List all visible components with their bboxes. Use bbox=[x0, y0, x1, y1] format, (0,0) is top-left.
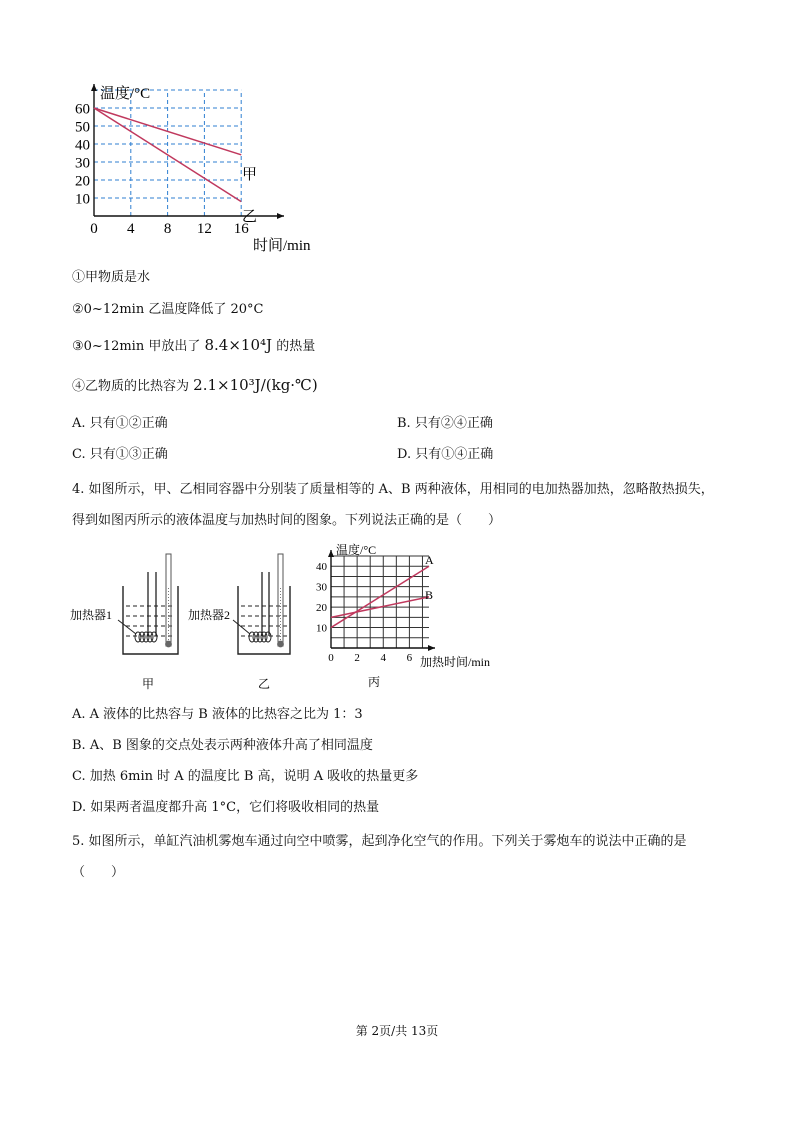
y-axis-label: 温度/°C bbox=[100, 86, 151, 102]
page-footer: 第 2页/共 13页 bbox=[355, 1024, 439, 1038]
y-tick-label: 10 bbox=[75, 191, 90, 208]
chart-grid bbox=[331, 556, 429, 648]
series-label-jia: 甲 bbox=[242, 167, 258, 183]
q3-option-4-text: ④乙物质的比热容为 bbox=[72, 379, 190, 394]
heating-chart bbox=[310, 540, 510, 690]
series-label-a: A bbox=[425, 553, 434, 567]
x-tick-label: 0 bbox=[90, 221, 98, 237]
chart-axes bbox=[91, 84, 284, 219]
q3-option-4 bbox=[72, 375, 318, 397]
q3-option-3 bbox=[72, 335, 315, 357]
y-tick-label: 40 bbox=[316, 561, 327, 574]
x-tick-label: 4 bbox=[127, 221, 135, 237]
y-tick-label: 20 bbox=[75, 173, 90, 190]
q3-option-2: ②0~12min 乙温度降低了 20°C bbox=[72, 302, 264, 317]
x-axis-label: 加热时间/min bbox=[420, 655, 491, 669]
q3-option-4-formula: 2.1×10³J/(kg·℃) bbox=[193, 376, 318, 394]
heater-coil-2 bbox=[249, 632, 271, 642]
q4-stem: 4. 如图所示，甲、乙相同容器中分别装了质量相等的 A、B 两种液体，用相同的电加热器加热，忽略散热损失，得到如图丙所示的液体温度与加热时间的图象。下列说法正确的是（ ） bbox=[72, 482, 714, 528]
beaker-1 bbox=[118, 554, 178, 654]
q4-choice-d[interactable]: D. 如果两者温度都升高 1°C，它们将吸收相同的热量 bbox=[72, 800, 380, 815]
x-axis-arrow bbox=[428, 645, 435, 651]
q3-choice-a[interactable]: A. 只有①②正确 bbox=[72, 416, 168, 431]
caption-yi: 乙 bbox=[258, 677, 271, 691]
y-axis-arrow bbox=[328, 550, 334, 557]
x-tick-label: 0 bbox=[328, 652, 334, 664]
caption-bing: 丙 bbox=[368, 675, 381, 689]
caption-jia: 甲 bbox=[142, 677, 155, 691]
series-label-yi: 乙 bbox=[242, 209, 258, 225]
series-label-b: B bbox=[425, 588, 434, 602]
q3-choice-b[interactable]: B. 只有②④正确 bbox=[397, 416, 493, 431]
x-tick-label: 12 bbox=[196, 221, 212, 237]
q3-choice-d[interactable]: D. 只有①④正确 bbox=[397, 447, 494, 462]
q4-choice-c[interactable]: C. 加热 6min 时 A 的温度比 B 高，说明 A 吸收的热量更多 bbox=[72, 769, 419, 784]
y-tick-label: 60 bbox=[75, 101, 90, 118]
y-axis-label: 温度/°C bbox=[336, 543, 377, 557]
chart-grid bbox=[94, 90, 241, 216]
y-axis-arrow bbox=[91, 84, 97, 91]
cooling-chart bbox=[60, 78, 350, 258]
x-tick-label: 6 bbox=[406, 652, 413, 664]
q3-option-3-suffix: 的热量 bbox=[276, 339, 316, 354]
x-tick-label: 8 bbox=[163, 221, 172, 237]
heater-coil-1 bbox=[135, 632, 157, 642]
y-tick-label: 10 bbox=[316, 622, 327, 635]
q3-choice-c[interactable]: C. 只有①③正确 bbox=[72, 447, 168, 462]
y-tick-label: 20 bbox=[316, 601, 327, 614]
q4-choice-b[interactable]: B. A、B 图象的交点处表示两种液体升高了相同温度 bbox=[72, 738, 373, 753]
x-tick-label: 16 bbox=[233, 221, 249, 237]
beaker-2 bbox=[233, 554, 290, 654]
q3-option-3-formula: 8.4×10⁴J bbox=[204, 336, 273, 354]
q4-choice-a[interactable]: A. A 液体的比热容与 B 液体的比热容之比为 1：3 bbox=[72, 707, 363, 722]
y-tick-label: 40 bbox=[75, 137, 90, 154]
x-tick-label: 4 bbox=[380, 652, 387, 664]
x-tick-label: 2 bbox=[354, 652, 360, 664]
y-tick-label: 30 bbox=[75, 155, 90, 172]
q3-option-3-text: ③0~12min 甲放出了 bbox=[72, 339, 201, 354]
x-axis-label: 时间/min bbox=[253, 238, 311, 254]
q5-stem: 5. 如图所示，单缸汽油机雾炮车通过向空中喷雾，起到净化空气的作用。下列关于雾炮车的说法中正确的是（ ） bbox=[72, 834, 687, 880]
beaker-figures bbox=[70, 548, 320, 693]
x-axis-arrow bbox=[277, 213, 284, 219]
heater-2-label: 加热器2 bbox=[188, 608, 231, 622]
heater-1-label: 加热器1 bbox=[70, 608, 113, 622]
q3-option-1: ①甲物质是水 bbox=[72, 270, 151, 285]
y-tick-label: 50 bbox=[75, 119, 90, 136]
y-tick-label: 30 bbox=[316, 581, 327, 594]
